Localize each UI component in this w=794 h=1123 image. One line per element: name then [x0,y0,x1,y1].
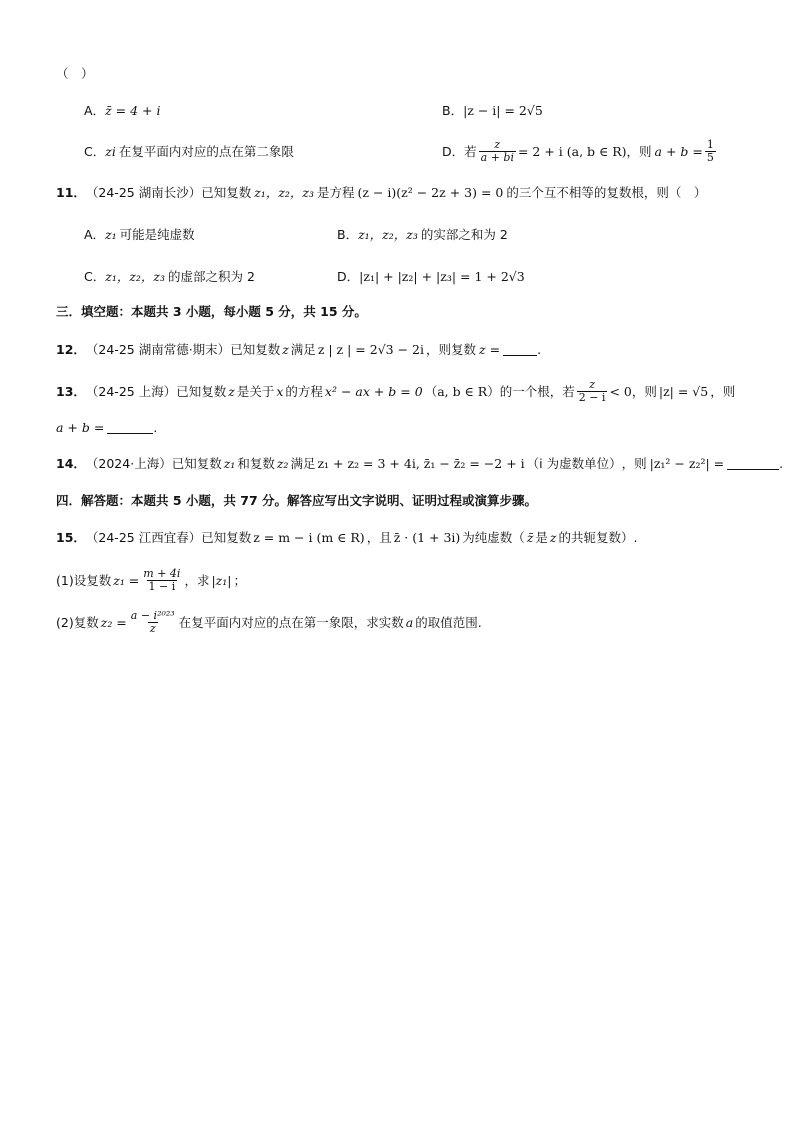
q14-answer-blank [727,457,779,470]
q13-fraction: $\frac{z}{2 - i}$ [578,377,606,404]
q12-stem: 12． （24-25 湖南常德·期末） 已知复数 z 满足 z | z | = 2√3 − 2i ，则复数 z = . [56,341,542,357]
q11-option-b: B． z₁，z₂，z₃ 的实部之和为 2 [337,227,508,242]
q11-option-a: A． z₁ 可能是纯虚数 [84,226,195,242]
q15-p1-fraction: $\frac{m + 4i}{1 - i}$ [143,566,181,593]
q10-option-d: D． 若 $\frac{z}{a + bi}$ = 2 + i (a, b ∈ R)，则 a + b = $\frac{1}{5}$ [442,137,714,164]
q15-part-2: (2) 复数 z₂ = $\frac{\text{a − i²⁰²³}}{z}$ 在复平面内对应的点在第一象限，求实数 a 的取值范围. [56,608,482,635]
q11-option-c: C． z₁，z₂，z₃ 的虚部之积为 2 [84,269,255,284]
q15-stem: 15． （24-25 江西宜春） 已知复数 z = m − i (m ∈ R) ，且 z̄ · (1 + 3i) 为纯虚数（ z̄ 是 z 的共轭复数）. [56,529,638,545]
q13-answer-blank [107,421,153,434]
q10-bracket: （ ） [56,66,94,81]
q10-d-fraction: $\frac{z}{a + bi}$ [480,137,514,164]
q12-answer-blank [503,343,537,356]
q10-d-fraction-2: $\frac{1}{5}$ [706,137,714,164]
section-3-heading: 三．填空题：本题共 3 小题，每小题 5 分，共 15 分。 [56,304,367,319]
q11-stem: 11． （24-25 湖南长沙） 已知复数 z₁，z₂，z₃ 是方程 (z − i)(z² − 2z + 3) = 0 的三个互不相等的复数根，则（ ） [56,184,707,200]
q11-option-d: D． |z₁| + |z₂| + |z₃| = 1 + 2√3 [337,268,525,284]
q14-stem: 14． （2024·上海） 已知复数 z₁ 和复数 z₂ 满足 z₁ + z₂ = 3 + 4i, z̄₁ − z̄₂ = −2 + i （i 为虚数单位） ，则 |z₁² − z₂²| = . [56,455,784,471]
section-4-heading: 四．解答题：本题共 5 小题，共 77 分。解答应写出文字说明、证明过程或演算步骤。 [56,493,538,508]
q15-part-1: (1) 设复数 z₁ = $\frac{m + 4i}{1 - i}$ ，求 |z₁| ； [56,566,247,593]
q10-option-b: B． |z − i| = 2√5 [442,102,543,118]
q10-option-c: C． zi 在复平面内对应的点在第二象限 [84,143,294,159]
q13-line-2: a + b = . [56,419,158,435]
q10-option-a: A． z̄ = 4 + i [84,102,161,118]
q15-p2-fraction: $\frac{\text{a − i²⁰²³}}{z}$ [130,608,175,635]
q13-stem: 13． （24-25 上海） 已知复数 z 是关于 x 的方程 x² − ax + b = 0 （a, b ∈ R） 的一个根，若 $\frac{z}{2 - i}$ < 0 ，则 |z| = √5 ，则 [56,377,736,404]
